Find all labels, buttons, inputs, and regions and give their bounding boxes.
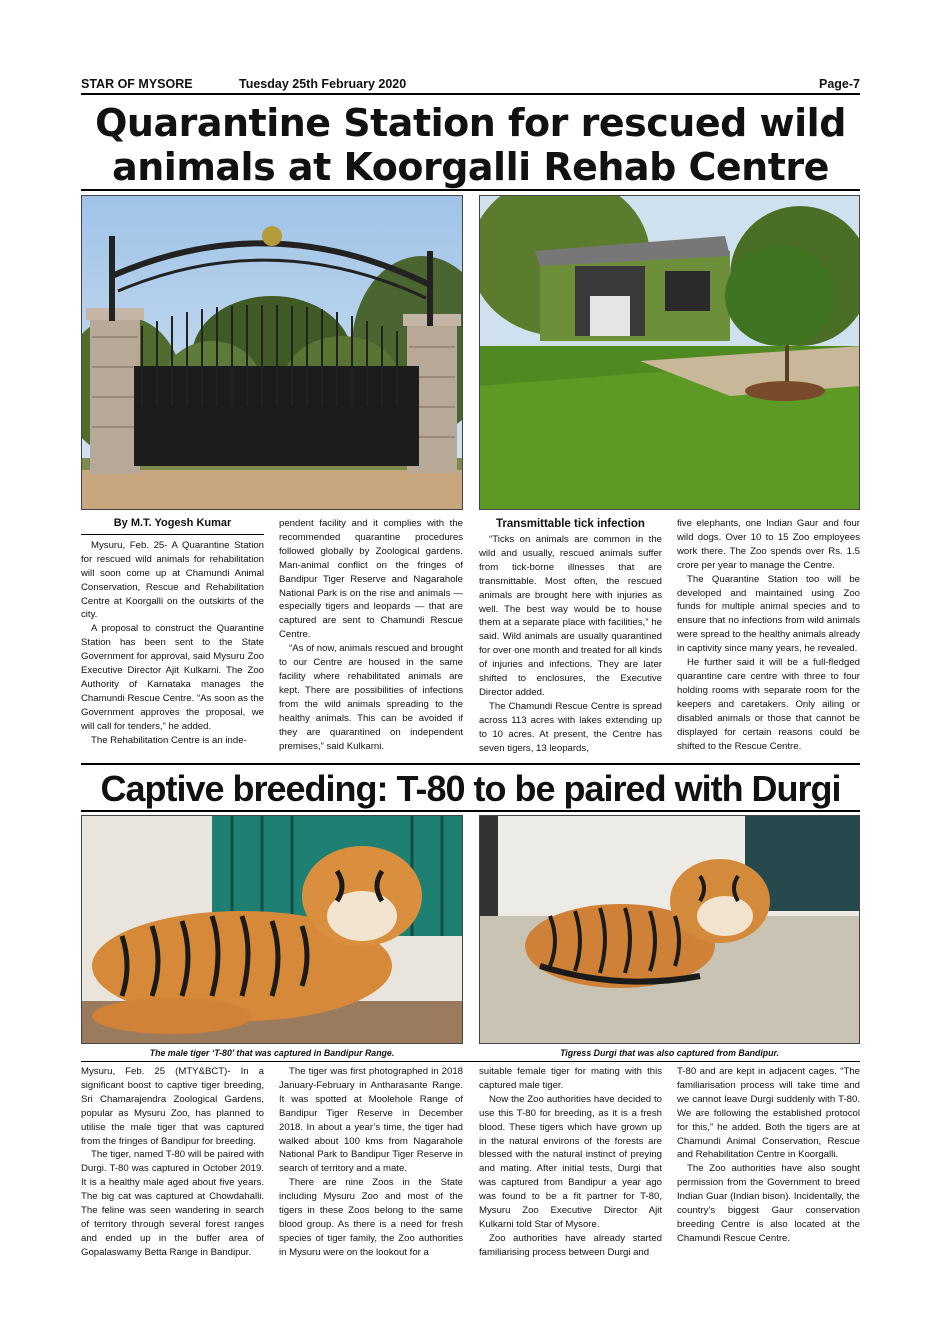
headline2-rule: [81, 810, 860, 812]
caption-male-tiger: The male tiger ‘T-80’ that was captured in Bandipur Range.: [149, 1048, 395, 1058]
article1-column-1: [81, 517, 264, 757]
photo-rehab-centre-gate: [81, 195, 463, 510]
issue-date: Tuesday 25th February 2020: [239, 77, 407, 91]
photo-tigress-durgi: [479, 815, 860, 1044]
article1-col3-para-2: The Chamundi Rescue Centre is spread across 113 acres with lakes extending up to 10 acres. At present, the Centre has seven tigers, 13 leopards,: [479, 700, 662, 754]
headline-rule: [81, 189, 860, 191]
caption-rule: [81, 1061, 860, 1062]
article1-col3-para-1: “Ticks on animals are common in the wild and usually, rescued animals suffer from tick-borne illnesses that are transmittable. Most often, the rescued animals are brought here with injuries as well. The best way would be to house them at a separate place with facilities,” he said. Wild animals are usually quarantined for over one month and treated for all kinds of injuries and infections. They are later shifted to enclosures, the Executive Director added.: [479, 534, 662, 698]
article1-column-2: [279, 517, 463, 757]
byline: By M.T. Yogesh Kumar: [81, 517, 264, 535]
caption-tigress-durgi: Tigress Durgi that was also captured from Bandipur.: [560, 1048, 779, 1058]
article1-col2-para-2: “As of now, animals rescued and brought to our Centre are housed in the same facility where rehabilitated animals are kept. There are possibilities of infections from the wild animals spreading to the healthy animals. This can be avoided if they are quarantined on independent premises,” said Kulkarni.: [279, 643, 463, 752]
header-rule: [81, 93, 860, 95]
page-number: Page-7: [819, 77, 860, 91]
photo-rehab-centre-building: [479, 195, 860, 510]
article1-column-4: [677, 517, 860, 757]
headline-line-2: animals at Koorgalli Rehab Centre: [112, 145, 829, 189]
article2-column-4: [677, 1065, 860, 1265]
article1-col2-para-1: pendent facility and it complies with the recommended quarantine procedures followed globally by Zoological gardens. Man-animal conflict on the fringes of Bandipur Tiger Reserve and Nagarahole National Park is on the rise and animals — especially tigers and leopards — that are captured are sent to Chamundi Rescue Centre.: [279, 518, 463, 641]
article2-col3-para-3: Zoo authorities have already started familiarising process between Durgi and: [479, 1232, 662, 1258]
article2-col4-para-1: T-80 and are kept in adjacent cages. “The familiarisation process will take time and we cannot leave Durgi suddenly with T-80. We are following the established protocol for this,” he added. Both the tigers are at Chamundi Animal Conservation, Rescue and Rehabilitation Centre in Koorgalli.: [677, 1066, 860, 1161]
headline-line-1: Quarantine Station for rescued wild: [95, 101, 846, 145]
article2-col1-para-2: The tiger, named T-80 will be paired with Durgi. T-80 was captured in October 2019. It is a healthy male aged about five years. The big cat was captured at Chowdahalli. The feline was seen wandering in search of territory through several forest ranges and ended up in the buffer area of Gopalaswamy Betta Range in Bandipur.: [81, 1149, 264, 1258]
article2-col4-para-2: The Zoo authorities have also sought permission from the Government to breed Indian Guar (Indian bison). Incidentally, the country’s biggest Gaur conservation breeding Centre is also located at the Chamundi Rescue Centre.: [677, 1163, 860, 1244]
subhead-tick-infection: Transmittable tick infection: [496, 518, 645, 530]
article1-col4-para-2: The Quarantine Station too will be developed and maintained using Zoo funds for multiple animal species and to ensure that no infections from wild animals were spread to the healthy animals already in captivity since many years, he revealed.: [677, 573, 860, 655]
article2-column-3: [479, 1065, 662, 1265]
photo-male-tiger-t80: [81, 815, 463, 1044]
article2-col3-para-2: Now the Zoo authorities have decided to use this T-80 for breeding, as it is a fresh blood. These tigers which have grown up in the natural environs of the forests are blessed with the natural instinct of preying and mating. After initial tests, Durgi that was captured from Bandipur a year ago was found to be a fit partner for T-80, Mysuru Zoo Executive Director Ajit Kulkarni told Star of Mysore.: [479, 1093, 662, 1230]
article2-col2-para-2: There are nine Zoos in the State including Mysuru Zoo and most of the tigers in these Zoos belong to the same blood group. As there is a need for fresh species of tiger family, the Zoo authorities in Mysuru were on the lookout for a: [279, 1177, 463, 1258]
newspaper-name: STAR OF MYSORE: [81, 77, 193, 91]
article1-col1-para-2: A proposal to construct the Quarantine Station has been sent to the State Government for approval, said Mysuru Zoo Executive Director Ajit Kulkarni. The Zoo Authority of Karnataka manages the Chamundi Rescue Centre. “As soon as the Government approves the proposal, we will call for tenders,” he added.: [81, 623, 264, 732]
article1-col4-para-1: five elephants, one Indian Gaur and four wild dogs. Over 10 to 15 Zoo employees work there. The Zoo spends over Rs. 1.5 crore per year to manage the Centre.: [677, 518, 860, 571]
article1-col1-para-1: Mysuru, Feb. 25- A Quarantine Station for rescued wild animals for rehabilitation will soon come up at Chamundi Animal Conservation, Rescue and Rehabilitation Centre at Koorgalli on the outskirts of the city.: [81, 539, 264, 621]
article2-col2-para-1: The tiger was first photographed in 2018 January-February in Antharasante Range. It was spotted at Moolehole Range of Bandipur Tiger Reserve in December 2018. In about a year’s time, the tiger had walked about 100 kms from Nagarahole National Park to Bandipur Tiger Reserve in search of territory and a mate.: [279, 1066, 463, 1175]
headline-quarantine: [81, 101, 860, 189]
article2-column-1: [81, 1065, 264, 1265]
headline-captive-breeding: Captive breeding: T-80 to be paired with Durgi: [100, 768, 841, 809]
article2-col3-para-1: suitable female tiger for mating with this captured male tiger.: [479, 1066, 662, 1091]
article2-col1-para-1: Mysuru, Feb. 25 (MTY&BCT)- In a significant boost to captive tiger breeding, Sri Chamarajendra Zoological Gardens, popular as Mysuru Zoo, has planned to utilise the male tiger that was captured from the fringes of Bandipur for breeding.: [81, 1066, 264, 1147]
article2-column-2: [279, 1065, 463, 1265]
article1-column-3: [479, 517, 662, 757]
article1-col1-para-3: The Rehabilitation Centre is an inde-: [91, 734, 247, 746]
article1-col4-para-3: He further said it will be a full-fledged quarantine care centre with three to four holding rooms with separate room for the keepers and caretakers. Only ailing or disabled animals or those that cannot be displayed for certain reasons could be shifted to the Rescue Centre.: [677, 657, 860, 752]
